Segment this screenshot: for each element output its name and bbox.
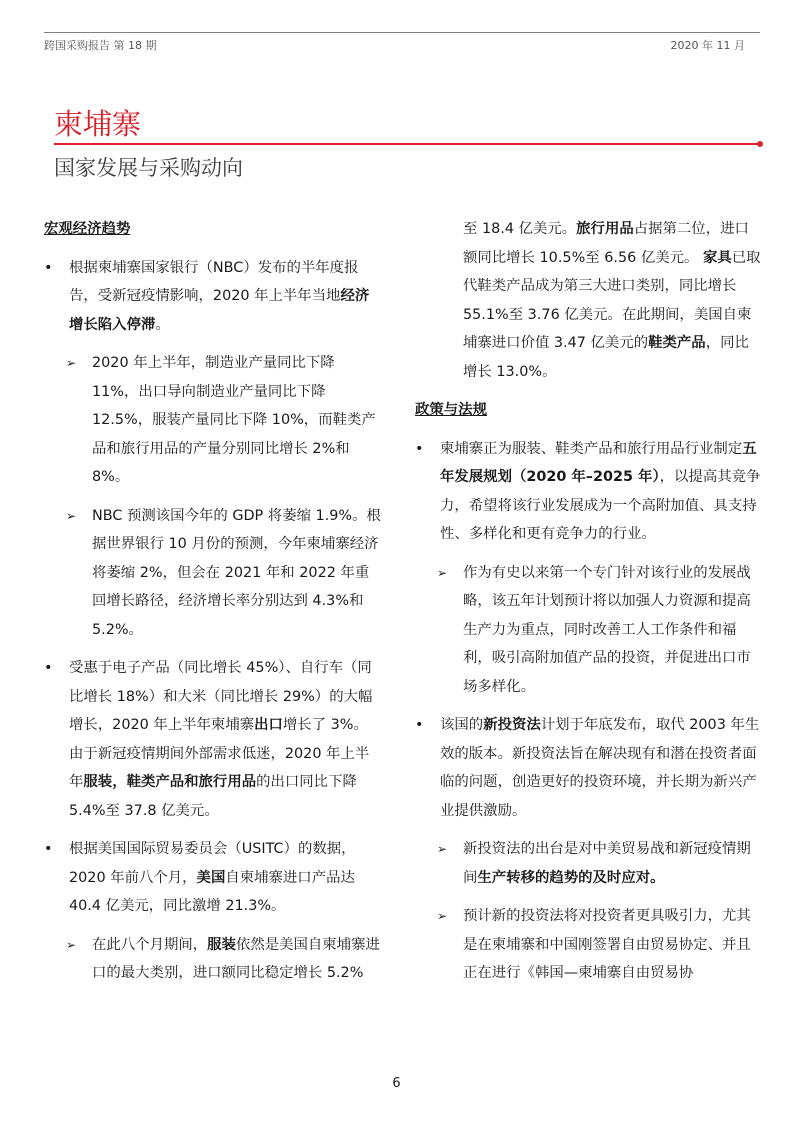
bullet-bold: 美国 bbox=[196, 869, 226, 886]
sub-bullet-us-imports bbox=[44, 931, 382, 988]
bullet-text: 依然是美国自柬埔寨进口的最大类别，进口额同比稳定增长 5.2% bbox=[92, 936, 380, 981]
right-column bbox=[415, 215, 761, 998]
bullet-text: 受惠于电子产品（同比增长 45%）、自行车（同比增长 18%）和大米（同比增长 29%）的大幅增长，2020 年上半年柬埔寨 bbox=[69, 660, 373, 733]
bullet-five-year-plan bbox=[415, 435, 761, 549]
bullet-exports bbox=[44, 654, 382, 825]
bullet-text: 新投资法的出台是对中美贸易战和新冠疫情期间 bbox=[463, 841, 751, 886]
bullet-bold: 服装 bbox=[207, 936, 236, 953]
bullet-text: 。 bbox=[155, 316, 170, 333]
sub-bullet-gdp-forecast: ➢ NBC 预测该国今年的 GDP 将萎缩 1.9%。根据世界银行 10 月份的预测，今年柬埔寨经济将萎缩 2%，但会在 2021 年和 2022 年重回增长路径，经济增长率分别达到 4.3%和 5.2%。 bbox=[44, 502, 382, 645]
sub-bullet-production: ➢ 2020 年上半年，制造业产量同比下降 11%，出口导向制造业产量同比下降 12.5%，服装产量同比下降 10%，而鞋类产品和旅行用品的产量分别同比增长 2%和 8%。 bbox=[44, 349, 382, 492]
bullet-bold: 家具 bbox=[702, 249, 732, 266]
bullet-text: 计划于年底发布，取代 2003 年生效的版本。新投资法旨在解决现有和潜在投资者面临的问题，创造更好的投资环境，并长期为新兴产业提供激励。 bbox=[440, 717, 760, 819]
sub-bullet-strategy: ➢ 作为有史以来第一个专门针对该行业的发展战略，该五年计划预计将以加强人力资源和提高生产力为重点，同时改善工人工作条件和福利，吸引高附加值产品的投资，并促进出口市场多样化。 bbox=[415, 559, 761, 702]
sub-bullet-trade-war bbox=[415, 835, 761, 892]
title-rule-dot bbox=[757, 141, 763, 147]
bullet-text: ，同比增长 13.0%。 bbox=[463, 335, 749, 380]
bullet-text: 至 18.4 亿美元。 bbox=[463, 221, 577, 237]
bullet-text: 增长了 3%。 由于新冠疫情期间外部需求低迷，2020 年上半年 bbox=[69, 717, 370, 790]
bullet-text: 根据柬埔寨国家银行（NBC）发布的半年度报告，受新冠疫情影响，2020 年上半年当地 bbox=[69, 259, 359, 304]
country-title: 柬埔寨 bbox=[54, 107, 142, 141]
bullet-text: 在此八个月期间， bbox=[92, 936, 208, 953]
bullet-bold: 旅行用品 bbox=[576, 221, 634, 237]
bullet-bold: 出口 bbox=[254, 717, 283, 733]
bullet-nbc-report bbox=[44, 254, 382, 340]
report-date: 2020 年 11 月 bbox=[670, 39, 745, 52]
bullet-bold: 经济增长陷入停滞 bbox=[69, 288, 370, 333]
policy-heading: 政策与法规 bbox=[415, 402, 487, 418]
bullet-bold: 五年发展规划（2020 年–2025 年） bbox=[440, 440, 757, 485]
bullet-text: 的出口同比下降 5.4%至 37.8 亿美元。 bbox=[69, 774, 357, 819]
bullet-text: 已取代鞋类产品成为第三大进口类别，同比增长 55.1%至 3.76 亿美元。在此期间，美国自柬埔寨进口价值 3.47 亿美元的 bbox=[463, 249, 761, 351]
bullet-text: 自柬埔寨进口产品达 40.4 亿美元，同比激增 21.3%。 bbox=[69, 869, 355, 914]
left-column bbox=[44, 215, 382, 998]
bullet-usitc bbox=[44, 835, 382, 921]
report-title: 跨国采购报告 第 18 期 bbox=[44, 39, 157, 52]
bullet-bold: 新投资法 bbox=[483, 717, 541, 733]
bullet-text: ，以提高其竞争力，希望将该行业发展成为一个高附加值、具支持性、多样化和更有竞争力的行业。 bbox=[440, 469, 761, 542]
macro-heading: 宏观经济趋势 bbox=[44, 221, 131, 237]
header-rule bbox=[44, 32, 760, 33]
bullet-bold: 服装，鞋类产品和旅行用品 bbox=[83, 774, 257, 790]
bullet-investment-law bbox=[415, 711, 761, 825]
bullet-bold: 生产转移的趋势的及时应对。 bbox=[477, 869, 665, 886]
sub-bullet-fta: ➢ 预计新的投资法将对投资者更具吸引力，尤其是在柬埔寨和中国刚签署自由贸易协定、并且正在进行《韩国—柬埔寨自由贸易协 bbox=[415, 902, 761, 988]
bullet-text: 根据美国国际贸易委员会（USITC）的数据，2020 年前八个月， bbox=[69, 841, 356, 886]
continued-paragraph bbox=[415, 215, 761, 386]
bullet-text: 占据第二位，进口额同比增长 10.5%至 6.56 亿美元。 bbox=[463, 221, 749, 266]
bullet-text: 该国的 bbox=[440, 717, 484, 733]
section-subtitle: 国家发展与采购动向 bbox=[54, 156, 243, 180]
title-rule bbox=[54, 143, 760, 145]
bullet-bold: 鞋类产品 bbox=[648, 335, 706, 351]
bullet-text: 柬埔寨正为服装、鞋类产品和旅行用品行业制定 bbox=[440, 440, 743, 457]
page-number: 6 bbox=[392, 1076, 401, 1091]
